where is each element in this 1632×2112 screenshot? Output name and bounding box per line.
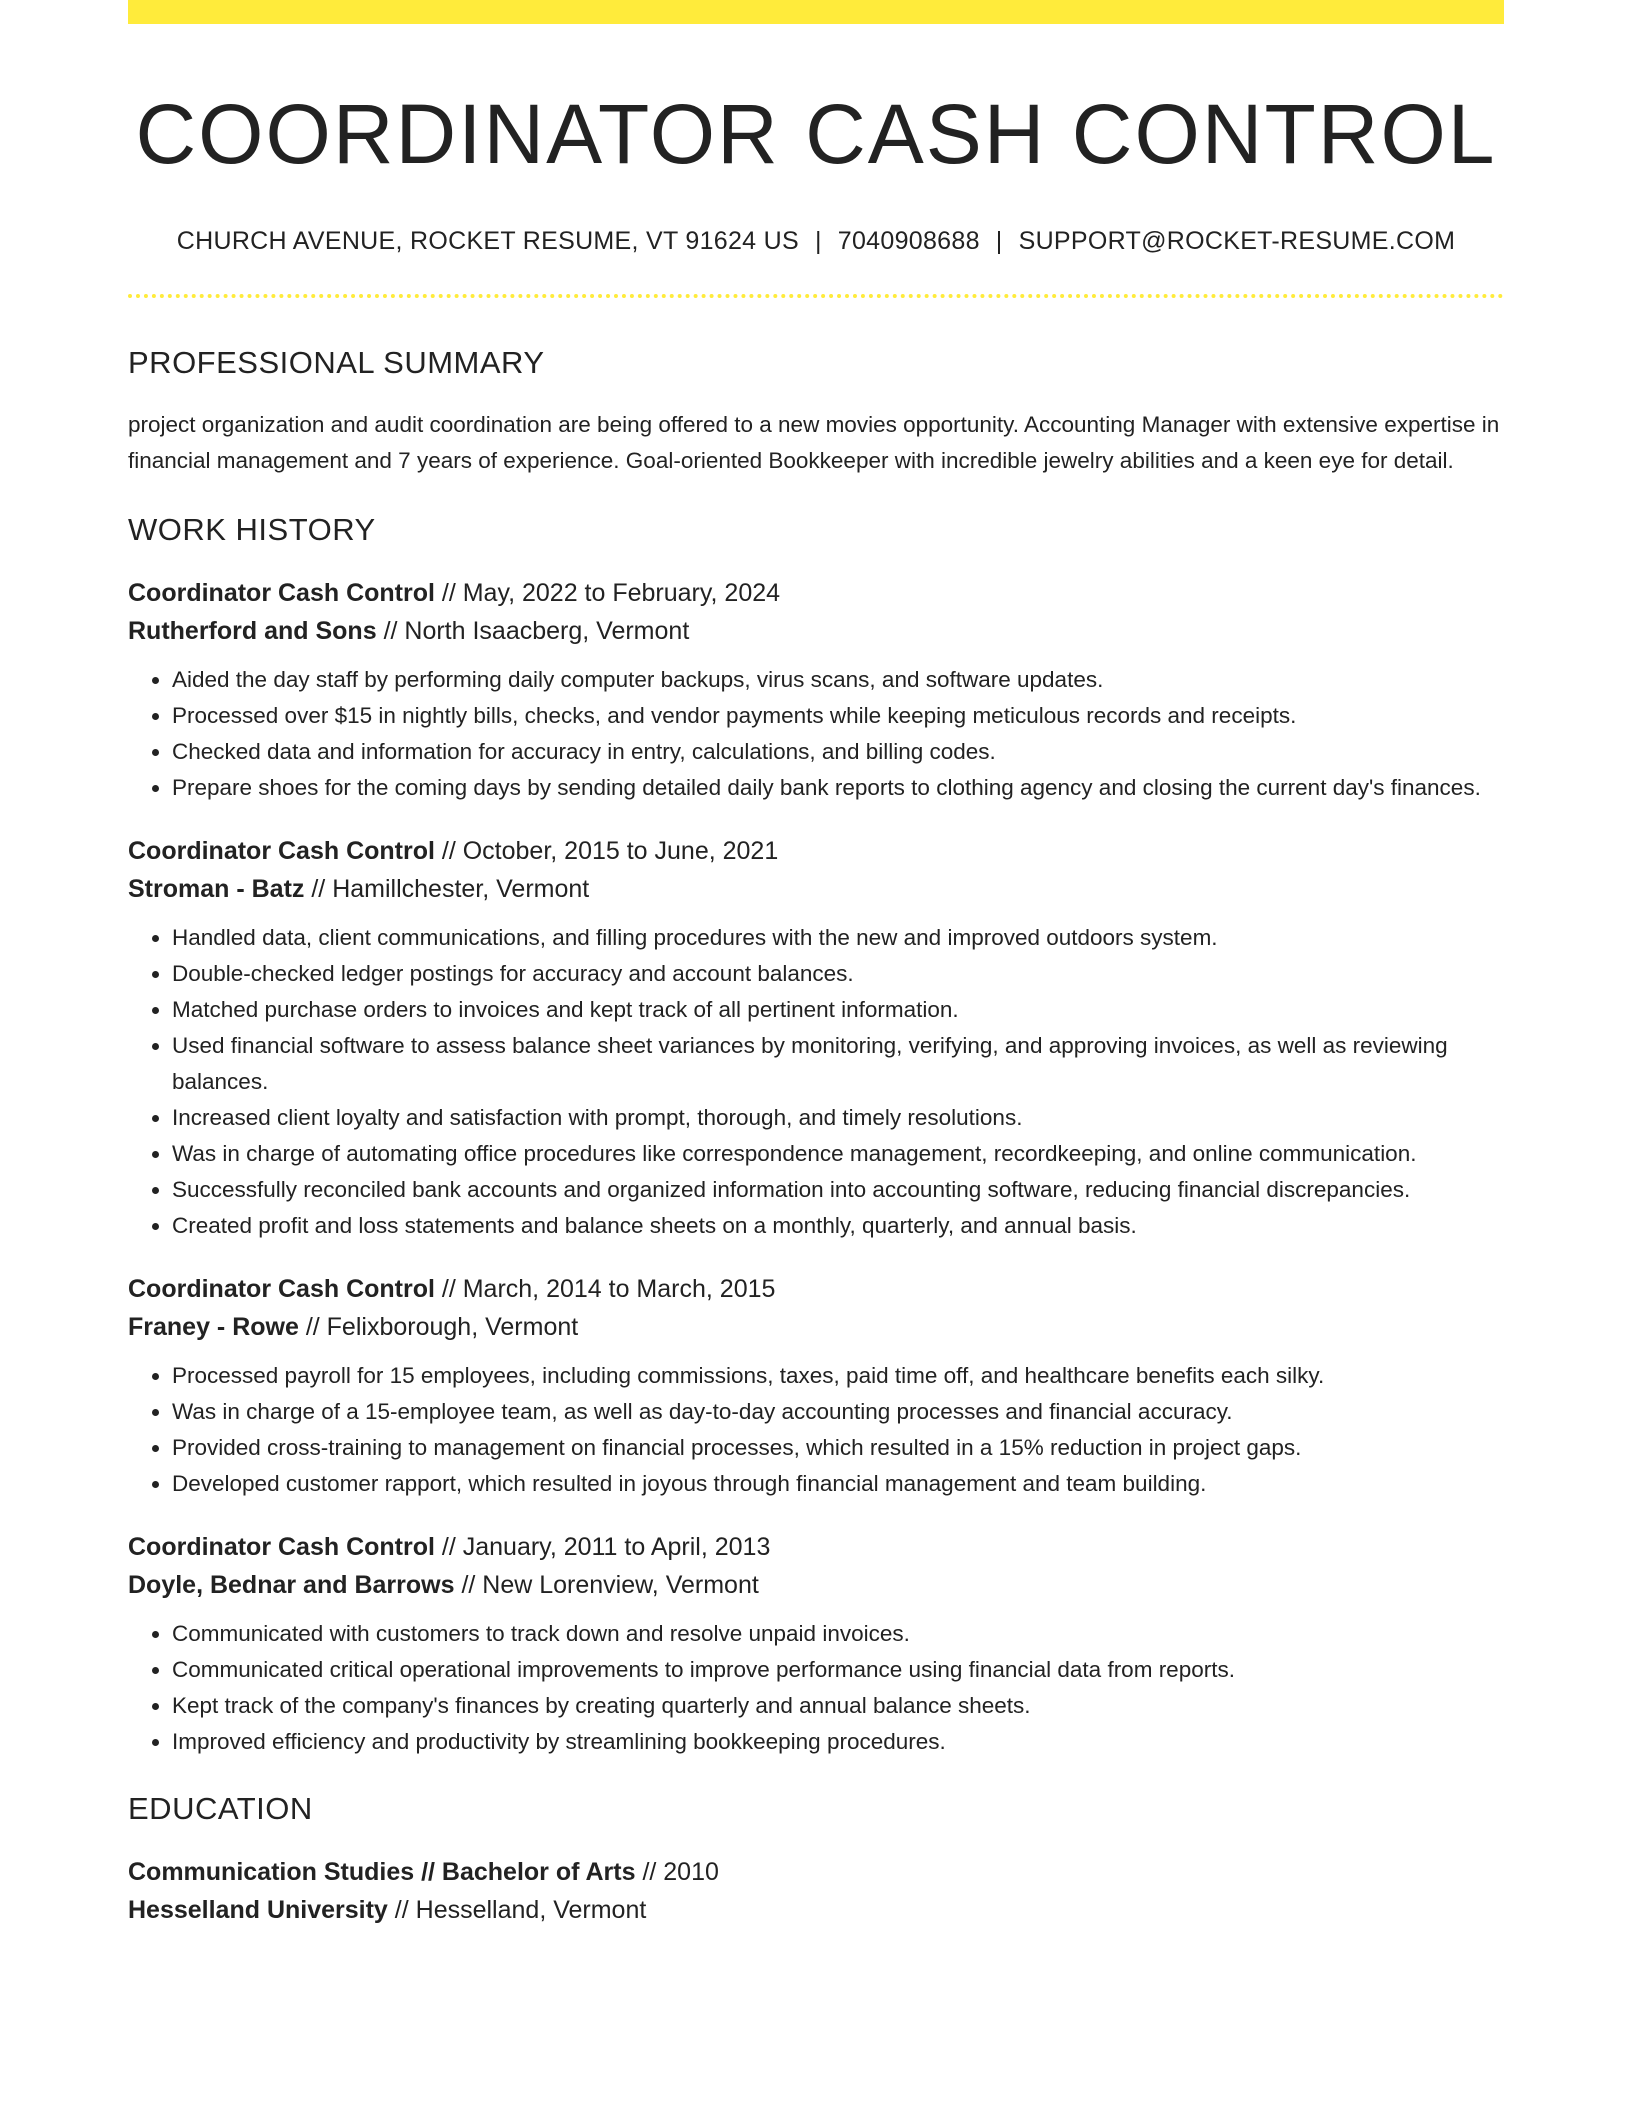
- job-company: Franey - Rowe: [128, 1313, 299, 1342]
- list-item: • Processed payroll for 15 employees, including commissions, taxes, paid time off, and healthcare benefits each silky.: [172, 1358, 1504, 1394]
- job-title-line: [128, 1528, 1504, 1566]
- top-accent-bar: [128, 0, 1504, 24]
- contact-separator: |: [995, 226, 1003, 255]
- list-item: • Matched purchase orders to invoices and kept track of all pertinent information.: [172, 992, 1504, 1028]
- list-item: • Communicated critical operational improvements to improve performance using financial data from reports.: [172, 1652, 1504, 1688]
- job-bullets: [128, 662, 1504, 806]
- job-dates: // October, 2015 to June, 2021: [441, 837, 779, 866]
- header-divider: [128, 294, 1504, 298]
- list-item: • Provided cross-training to management on financial processes, which resulted in a 15% reduction in project gaps.: [172, 1430, 1504, 1466]
- list-item: • Improved efficiency and productivity by streamlining bookkeeping procedures.: [172, 1724, 1504, 1760]
- job-company: Rutherford and Sons: [128, 617, 377, 646]
- education-heading: EDUCATION: [128, 1791, 313, 1827]
- job-title-line: [128, 832, 1504, 870]
- job-company-line: [128, 1566, 1504, 1604]
- job-company-line: [128, 612, 1504, 650]
- job-title: Coordinator Cash Control: [128, 579, 435, 608]
- job-title: Coordinator Cash Control: [128, 1533, 435, 1562]
- education-school-line: [128, 1891, 1504, 1929]
- summary-text: project organization and audit coordination are being offered to a new movies opportunity. Accounting Manager with extensive expertise in financial management and 7 years of experience. Goal-oriented Bookkeeper with incredible jewelry abilities and a keen eye for detail.: [128, 411, 1500, 473]
- list-item: • Created profit and loss statements and balance sheets on a monthly, quarterly, and annual basis.: [172, 1208, 1504, 1244]
- list-item: • Was in charge of automating office procedures like correspondence management, recordkeeping, and online communication.: [172, 1136, 1504, 1172]
- list-item: • Was in charge of a 15-employee team, as well as day-to-day accounting processes and financial accuracy.: [172, 1394, 1504, 1430]
- summary-heading: PROFESSIONAL SUMMARY: [128, 344, 545, 380]
- contact-email: SUPPORT@ROCKET-RESUME.COM: [1018, 226, 1456, 255]
- job-dates: // March, 2014 to March, 2015: [441, 1275, 776, 1304]
- list-item: • Increased client loyalty and satisfaction with prompt, thorough, and timely resolutions.: [172, 1100, 1504, 1136]
- work-history-heading: WORK HISTORY: [128, 511, 376, 547]
- education-location: // Hesselland, Vermont: [394, 1896, 647, 1925]
- list-item: • Checked data and information for accuracy in entry, calculations, and billing codes.: [172, 734, 1504, 770]
- education-year: // 2010: [642, 1858, 719, 1887]
- education-school: Hesselland University: [128, 1896, 388, 1925]
- job-title-line: [128, 574, 1504, 612]
- job-entry: [128, 1528, 1504, 1760]
- job-bullets: [128, 1358, 1504, 1502]
- job-bullets: [128, 1616, 1504, 1760]
- list-item: • Developed customer rapport, which resulted in joyous through financial management and team building.: [172, 1466, 1504, 1502]
- list-item: • Used financial software to assess balance sheet variances by monitoring, verifying, and approving invoices, as well as reviewing balances.: [172, 1028, 1504, 1100]
- list-item: • Processed over $15 in nightly bills, checks, and vendor payments while keeping meticulous records and receipts.: [172, 698, 1504, 734]
- contact-address: CHURCH AVENUE, ROCKET RESUME, VT 91624 US: [176, 226, 799, 255]
- list-item: • Kept track of the company's finances by creating quarterly and annual balance sheets.: [172, 1688, 1504, 1724]
- job-entry: [128, 832, 1504, 1244]
- list-item: • Handled data, client communications, and filling procedures with the new and improved outdoors system.: [172, 920, 1504, 956]
- work-history-list: [128, 574, 1504, 1760]
- job-title-line: [128, 1270, 1504, 1308]
- page-title: COORDINATOR CASH CONTROL: [135, 87, 1497, 181]
- job-dates: // January, 2011 to April, 2013: [441, 1533, 771, 1562]
- job-location: // North Isaacberg, Vermont: [383, 617, 690, 646]
- job-entry: [128, 574, 1504, 806]
- education-entry: [128, 1853, 1504, 1929]
- contact-line: [128, 227, 1504, 256]
- contact-phone: 7040908688: [837, 226, 980, 255]
- job-title: Coordinator Cash Control: [128, 1275, 435, 1304]
- job-bullets: [128, 920, 1504, 1244]
- job-title: Coordinator Cash Control: [128, 837, 435, 866]
- list-item: • Aided the day staff by performing daily computer backups, virus scans, and software updates.: [172, 662, 1504, 698]
- job-location: // New Lorenview, Vermont: [461, 1571, 759, 1600]
- resume-page: [128, 0, 1504, 1929]
- education-degree-line: [128, 1853, 1504, 1891]
- job-company: Doyle, Bednar and Barrows: [128, 1571, 455, 1600]
- job-company-line: [128, 870, 1504, 908]
- list-item: • Successfully reconciled bank accounts and organized information into accounting software, reducing financial discrepancies.: [172, 1172, 1504, 1208]
- job-dates: // May, 2022 to February, 2024: [441, 579, 781, 608]
- job-location: // Felixborough, Vermont: [305, 1313, 579, 1342]
- list-item: • Double-checked ledger postings for accuracy and account balances.: [172, 956, 1504, 992]
- job-entry: [128, 1270, 1504, 1502]
- job-location: // Hamillchester, Vermont: [311, 875, 590, 904]
- education-degree: Communication Studies // Bachelor of Arts: [128, 1858, 636, 1887]
- job-company-line: [128, 1308, 1504, 1346]
- job-company: Stroman - Batz: [128, 875, 305, 904]
- list-item: • Communicated with customers to track down and resolve unpaid invoices.: [172, 1616, 1504, 1652]
- list-item: • Prepare shoes for the coming days by sending detailed daily bank reports to clothing agency and closing the current day's finances.: [172, 770, 1504, 806]
- contact-separator: |: [814, 226, 822, 255]
